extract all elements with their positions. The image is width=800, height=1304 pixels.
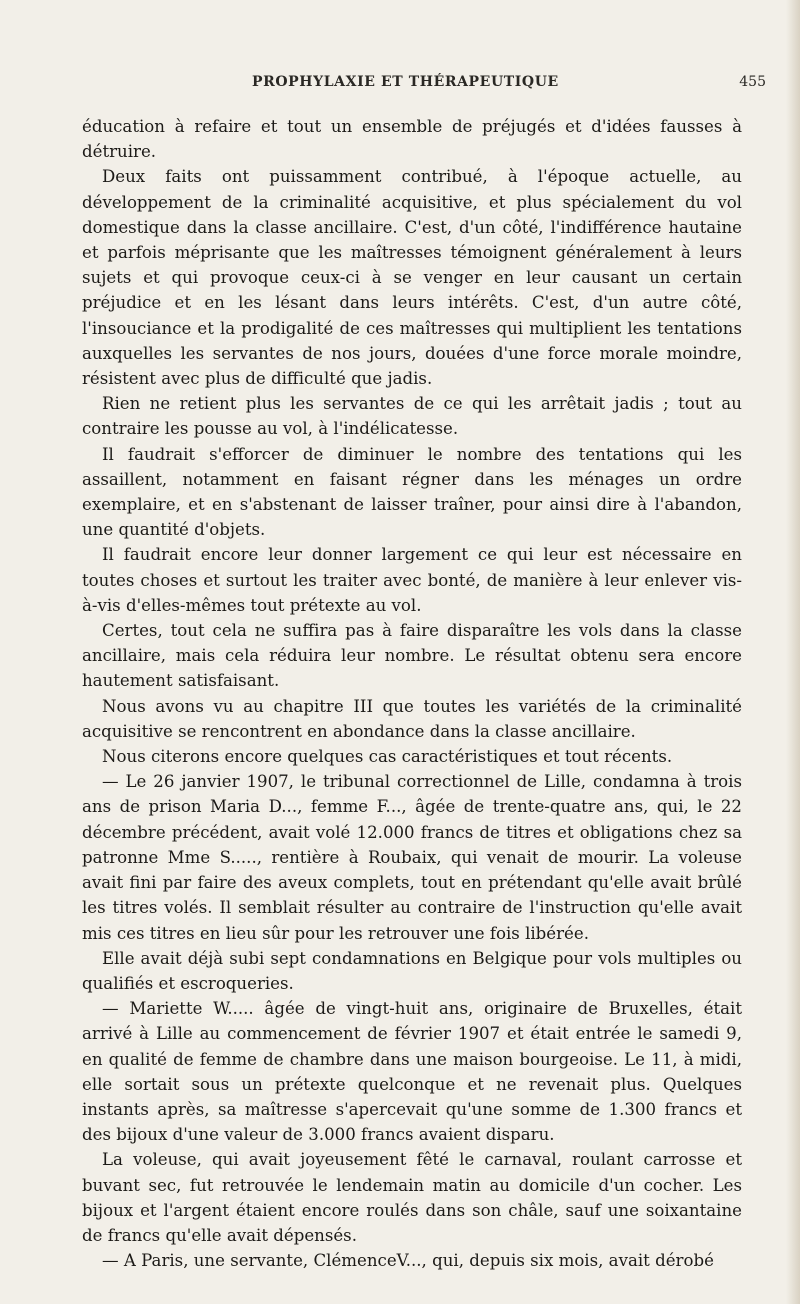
page-edge-shadow (786, 0, 800, 1304)
paragraph: Elle avait déjà subi sept condamnations en Belgique pour vols multiples ou qualifiés et escroqueries. (82, 948, 742, 993)
paragraph: Il faudrait s'efforcer de diminuer le nombre des tentations qui les assaillent, notamment en faisant régner dans les ménages un ordre exemplaire, et en s'abstenant de laisser traîner, pour ainsi dire à l'abandon, une quantité d'objets. (82, 444, 742, 540)
paragraph: — A Paris, une servante, ClémenceV..., qui, depuis six mois, avait dérobé (102, 1251, 714, 1271)
paragraph: Deux faits ont puissamment contribué, à l'époque actuelle, au développement de la criminalité acquisitive, et plus spécialement du vol domestique dans la classe ancillaire. C'est, d'un côté, l'indifférence hautaine et parfois méprisante que les maîtresses témoignent généralement à leurs sujets et qui provoque ceux-ci à se venger en leur causant un certain préjudice et en les lésant dans leurs intérêts. C'est, d'un autre côté, l'insouciance et la prodigalité de ces maîtresses qui multiplient les tentations auxquelles les servantes de nos jours, douées d'une force morale moindre, résistent avec plus de difficulté que jadis. (82, 167, 742, 389)
body-text (82, 114, 742, 1273)
paragraph: Certes, tout cela ne suffira pas à faire disparaître les vols dans la classe ancillaire, mais cela réduira leur nombre. Le résultat obtenu sera encore hautement satisfaisant. (82, 621, 742, 691)
paragraph: Nous avons vu au chapitre III que toutes les variétés de la criminalité acquisitive se rencontrent en abondance dans la classe ancillaire. (82, 696, 742, 741)
paragraph: Il faudrait encore leur donner largement ce qui leur est nécessaire en toutes choses et surtout les traiter avec bonté, de manière à leur enlever vis-à-vis d'elles-mêmes tout prétexte au vol. (82, 545, 742, 615)
paragraph: — Le 26 janvier 1907, le tribunal correctionnel de Lille, condamna à trois ans de prison Maria D..., femme F..., âgée de trente-quatre ans, qui, le 22 décembre précédent, avait volé 12.000 francs de titres et obligations chez sa patronne Mme S....., rentière à Roubaix, qui venait de mourir. La voleuse avait fini par faire des aveux complets, tout en prétendant qu'elle avait brûlé les titres volés. Il semblait résulter au contraire de l'instruction qu'elle avait mis ces titres en lieu sûr pour les retrouver une fois libérée. (82, 772, 742, 943)
paragraph: éducation à refaire et tout un ensemble de préjugés et d'idées fausses à détruire. (82, 117, 742, 162)
paragraph: La voleuse, qui avait joyeusement fêté le carnaval, roulant carrosse et buvant sec, fut retrouvée le lendemain matin au domicile d'un cocher. Les bijoux et l'argent étaient encore roulés dans son châle, sauf une soixantaine de francs qu'elle avait dépensés. (82, 1150, 742, 1245)
paragraph: — Mariette W..... âgée de vingt-huit ans, originaire de Bruxelles, était arrivé à Lille au commencement de février 1907 et était entrée le samedi 9, en qualité de femme de chambre dans une maison bourgeoise. Le 11, à midi, elle sortait sous un prétexte quelconque et ne revenait plus. Quelques instants après, sa maîtresse s'apercevait qu'une somme de 1.300 francs et des bijoux d'une valeur de 3.000 francs avaient disparu. (82, 999, 742, 1145)
header-title: PROPHYLAXIE ET THÉRAPEUTIQUE (252, 74, 559, 90)
page-number: 455 (739, 74, 766, 90)
paragraph: Nous citerons encore quelques cas caractéristiques et tout récents. (102, 747, 673, 767)
paragraph: Rien ne retient plus les servantes de ce qui les arrêtait jadis ; tout au contraire les pousse au vol, à l'indélicatesse. (82, 394, 742, 439)
running-header (252, 74, 772, 94)
